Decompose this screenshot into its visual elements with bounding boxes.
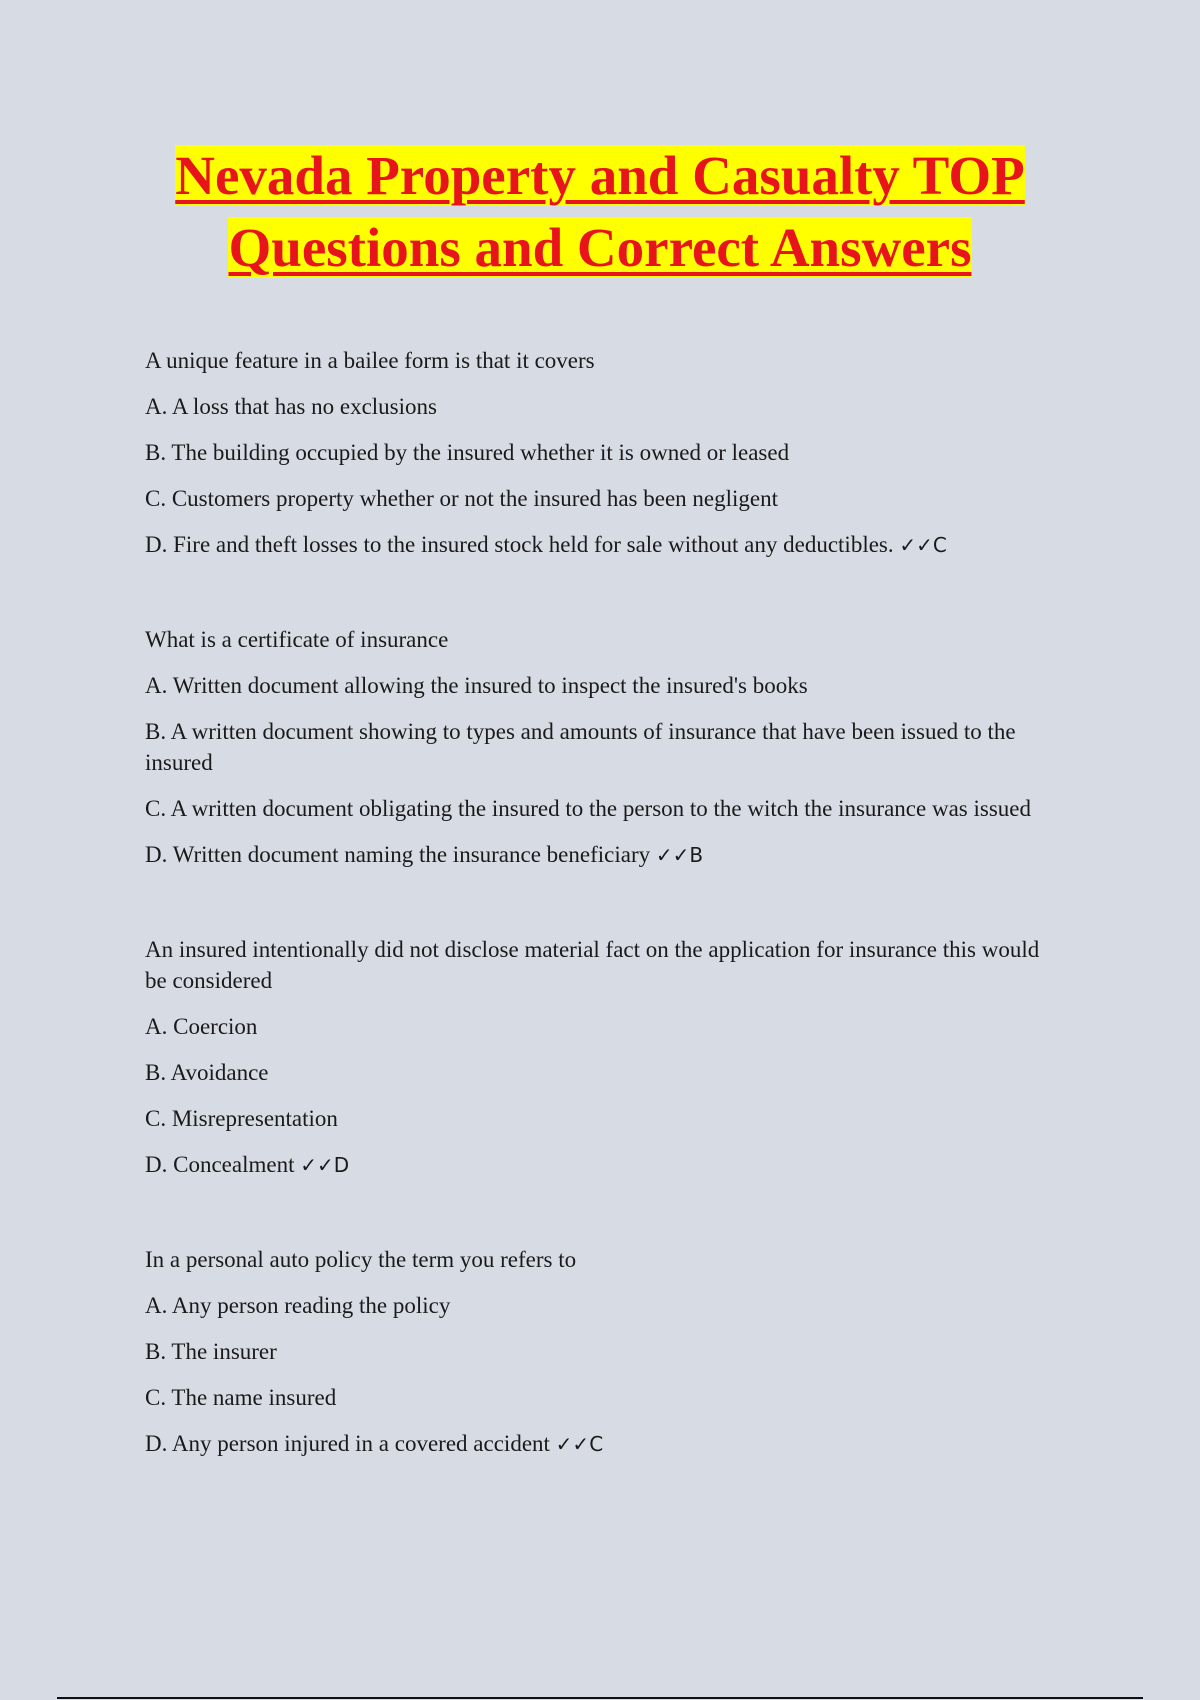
- option-text: D. Concealment: [145, 1152, 295, 1177]
- answer-option-b: B. The insurer: [145, 1339, 277, 1364]
- option-text: D. Written document naming the insurance beneficiary: [145, 842, 651, 867]
- correct-answer: ✓✓D: [300, 1153, 350, 1177]
- answer-option-b: B. The building occupied by the insured whether it is owned or leased: [145, 440, 790, 465]
- answer-option-a: A. A loss that has no exclusions: [145, 394, 437, 419]
- answer-option-b: B. A written document showing to types and amounts of insurance that have been issued to the insured: [145, 719, 1016, 775]
- answer-option-b: B. Avoidance: [145, 1060, 269, 1085]
- question-text: A unique feature in a bailee form is that it covers: [145, 348, 595, 373]
- question-text: What is a certificate of insurance: [145, 627, 449, 652]
- question-list: [145, 345, 1045, 1523]
- page-footer-rule: [57, 1697, 1143, 1699]
- question-text: In a personal auto policy the term you refers to: [145, 1247, 577, 1272]
- answer-option-a: A. Any person reading the policy: [145, 1293, 451, 1318]
- option-text: D. Any person injured in a covered accident: [145, 1431, 550, 1456]
- answer-option-c: C. The name insured: [145, 1385, 337, 1410]
- question-block: [145, 624, 1045, 871]
- answer-option-c: C. Misrepresentation: [145, 1106, 338, 1131]
- answer-option-d: [145, 529, 1045, 561]
- correct-answer: ✓✓C: [899, 533, 947, 557]
- title-line-1: Nevada Property and Casualty TOP: [175, 145, 1025, 206]
- answer-option-d: [145, 1149, 1045, 1181]
- question-block: [145, 934, 1045, 1181]
- question-text: An insured intentionally did not disclose material fact on the application for insurance this would be considered: [145, 937, 1040, 993]
- question-block: [145, 345, 1045, 561]
- title-line-2: Questions and Correct Answers: [228, 217, 972, 278]
- answer-option-a: A. Coercion: [145, 1014, 258, 1039]
- answer-option-c: C. A written document obligating the insured to the person to the witch the insurance was issued: [145, 796, 1031, 821]
- answer-option-a: A. Written document allowing the insured to inspect the insured's books: [145, 673, 808, 698]
- question-block: [145, 1244, 1045, 1460]
- answer-option-d: [145, 1428, 1045, 1460]
- correct-answer: ✓✓C: [555, 1432, 604, 1456]
- answer-option-d: [145, 839, 1045, 871]
- answer-option-c: C. Customers property whether or not the insured has been negligent: [145, 486, 778, 511]
- document-title: [0, 140, 1200, 284]
- correct-answer: ✓✓B: [655, 843, 704, 867]
- option-text: D. Fire and theft losses to the insured stock held for sale without any deductibles.: [145, 532, 894, 557]
